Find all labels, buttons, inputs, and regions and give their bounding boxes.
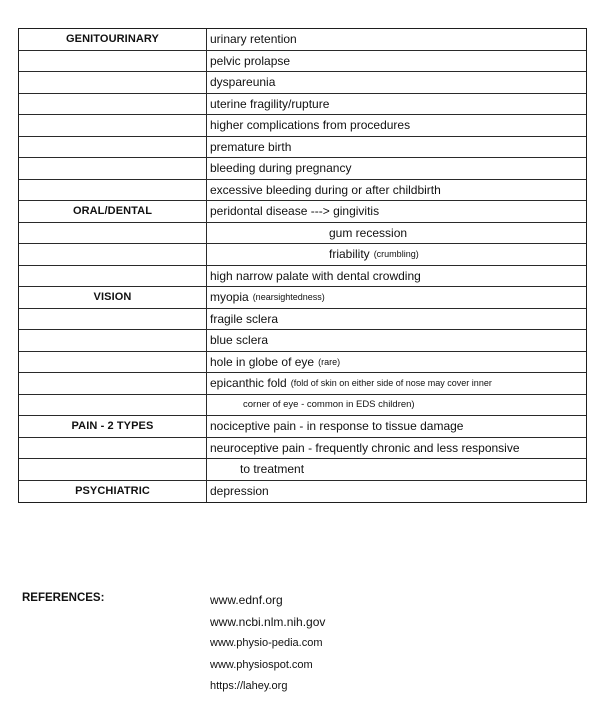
category-cell — [19, 180, 207, 201]
table-row — [19, 115, 586, 137]
symptom-text: epicanthic fold — [210, 376, 287, 391]
symptom-cell — [207, 416, 586, 437]
symptom-cell — [207, 352, 586, 373]
category-cell: GENITOURINARY — [19, 29, 207, 50]
table-row — [19, 352, 586, 374]
symptom-text: peridontal disease ---> gingivitis — [210, 204, 380, 219]
symptom-cell — [207, 115, 586, 136]
symptom-text: corner of eye - common in EDS children) — [243, 399, 415, 411]
category-cell: VISION — [19, 287, 207, 308]
symptom-text: bleeding during pregnancy — [210, 161, 352, 176]
symptom-text: premature birth — [210, 139, 292, 154]
reference-link[interactable]: www.ncbi.nlm.nih.gov — [210, 614, 326, 629]
reference-link[interactable]: www.physio-pedia.com — [210, 637, 323, 649]
symptom-text: pelvic prolapse — [210, 53, 291, 68]
table-row — [19, 373, 586, 395]
symptom-note: (fold of skin on either side of nose may cover inner — [290, 378, 492, 389]
symptom-text: high narrow palate with dental crowding — [210, 268, 421, 283]
symptom-text: higher complications from procedures — [210, 118, 411, 133]
category-cell — [19, 244, 207, 265]
references-list — [210, 590, 325, 698]
category-cell — [19, 459, 207, 480]
category-cell: PSYCHIATRIC — [19, 481, 207, 503]
symptom-cell — [207, 330, 586, 351]
table-row — [19, 51, 586, 73]
category-cell — [19, 352, 207, 373]
symptom-cell — [207, 309, 586, 330]
category-cell — [19, 309, 207, 330]
symptom-text: myopia — [210, 290, 249, 305]
reference-link[interactable]: www.ednf.org — [210, 593, 283, 607]
symptom-note: (crumbling) — [373, 249, 419, 260]
symptom-cell — [207, 395, 586, 416]
category-cell — [19, 51, 207, 72]
table-row — [19, 94, 586, 116]
symptom-text: uterine fragility/rupture — [210, 96, 330, 111]
symptom-cell — [207, 373, 586, 394]
table-row — [19, 158, 586, 180]
category-cell — [19, 137, 207, 158]
table-row — [19, 438, 586, 460]
symptom-cell — [207, 287, 586, 308]
symptom-text: neuroceptive pain - frequently chronic and less responsive — [210, 440, 520, 455]
category-cell — [19, 330, 207, 351]
table-row — [19, 416, 586, 438]
symptom-text: excessive bleeding during or after childbirth — [210, 182, 441, 197]
category-cell — [19, 266, 207, 287]
table-row — [19, 180, 586, 202]
category-cell — [19, 395, 207, 416]
table-row — [19, 29, 586, 51]
table-row — [19, 309, 586, 331]
symptom-cell — [207, 180, 586, 201]
reference-link[interactable]: https://lahey.org — [210, 680, 288, 692]
symptom-cell — [207, 72, 586, 93]
table-row — [19, 287, 586, 309]
symptom-cell — [207, 223, 586, 244]
symptom-text: gum recession — [329, 225, 408, 240]
symptom-cell — [207, 94, 586, 115]
references-label: REFERENCES: — [22, 592, 105, 604]
category-cell — [19, 158, 207, 179]
table-row — [19, 223, 586, 245]
table-row — [19, 201, 586, 223]
category-cell — [19, 373, 207, 394]
symptom-text: friability — [329, 247, 370, 262]
symptom-text: dyspareunia — [210, 75, 276, 90]
category-cell: ORAL/DENTAL — [19, 201, 207, 222]
table-row — [19, 395, 586, 417]
category-cell — [19, 438, 207, 459]
table-row — [19, 72, 586, 94]
symptom-cell — [207, 244, 586, 265]
table-row — [19, 266, 586, 288]
symptom-cell — [207, 201, 586, 222]
category-cell: PAIN - 2 TYPES — [19, 416, 207, 437]
table-row — [19, 244, 586, 266]
symptom-note: (nearsightedness) — [252, 292, 325, 303]
symptom-text: fragile sclera — [210, 311, 279, 326]
category-cell — [19, 94, 207, 115]
symptoms-table — [18, 28, 587, 503]
symptom-cell — [207, 481, 586, 503]
table-row — [19, 330, 586, 352]
category-cell — [19, 115, 207, 136]
category-cell — [19, 223, 207, 244]
symptom-text: nociceptive pain - in response to tissue damage — [210, 419, 464, 434]
symptom-cell — [207, 29, 586, 50]
symptom-text: hole in globe of eye — [210, 354, 315, 369]
symptom-note: (rare) — [318, 356, 341, 367]
symptom-cell — [207, 51, 586, 72]
category-cell — [19, 72, 207, 93]
symptom-cell — [207, 459, 586, 480]
reference-link[interactable]: www.physiospot.com — [210, 658, 313, 671]
symptom-cell — [207, 158, 586, 179]
symptom-cell — [207, 438, 586, 459]
symptom-cell — [207, 266, 586, 287]
symptom-text: blue sclera — [210, 333, 269, 348]
symptom-text: to treatment — [240, 462, 305, 477]
table-row — [19, 459, 586, 481]
table-row — [19, 137, 586, 159]
symptom-cell — [207, 137, 586, 158]
table-row — [19, 481, 586, 503]
symptom-text: depression — [210, 484, 269, 499]
symptom-text: urinary retention — [210, 32, 297, 47]
